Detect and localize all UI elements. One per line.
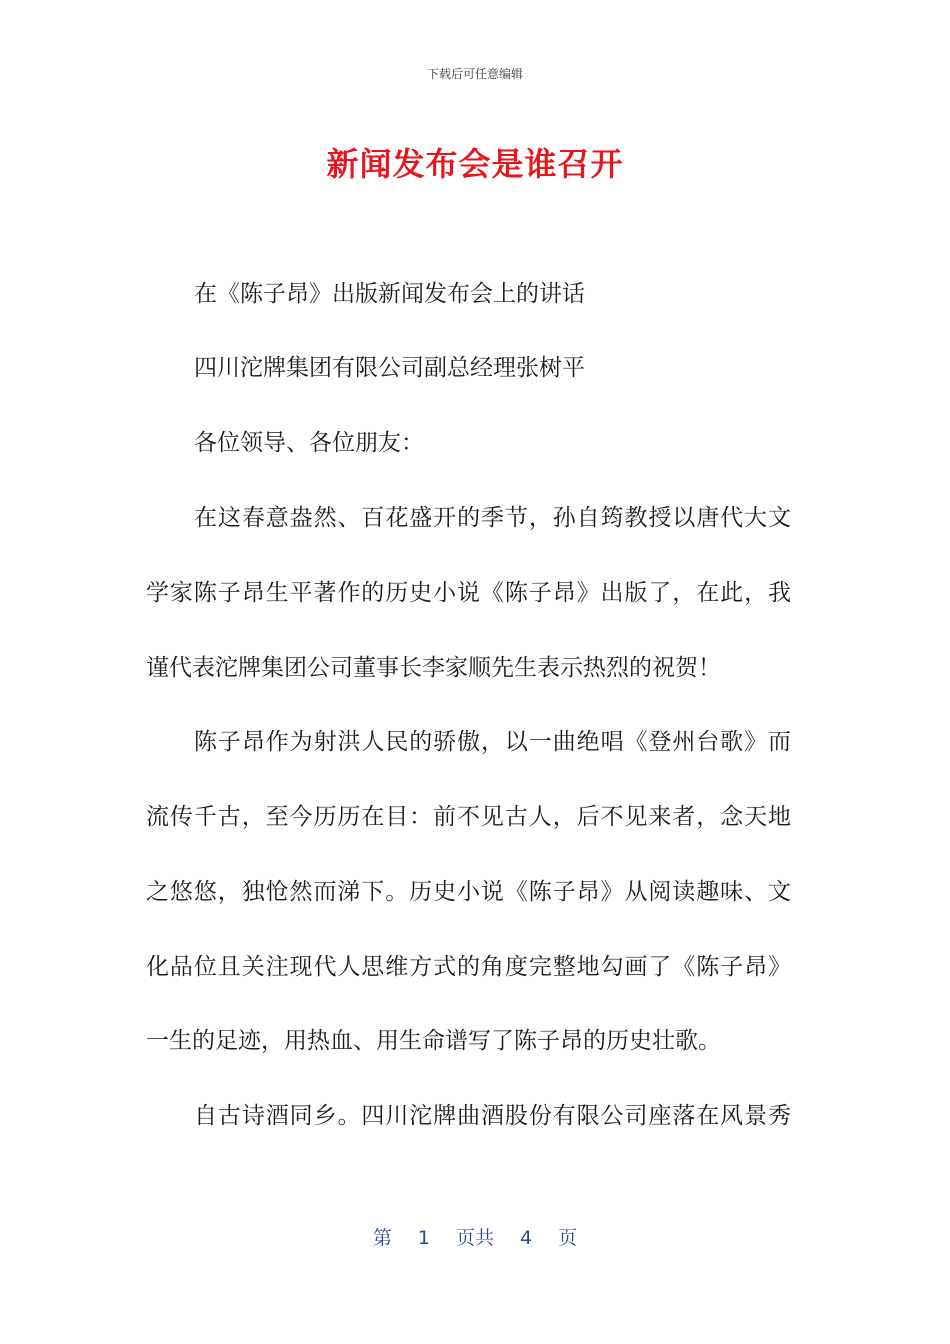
body-line: 学家陈子昂生平著作的历史小说《陈子昂》出版了，在此，我 — [146, 580, 791, 606]
document-title: 新闻发布会是谁召开 — [326, 145, 624, 183]
body-line: 流传千古，至今历历在目：前不见古人，后不见来者，念天地 — [146, 804, 791, 830]
body-line-speaker: 四川沱牌集团有限公司副总经理张树平 — [194, 355, 585, 381]
page-label-mid: 页共 — [455, 1227, 494, 1249]
body-line: 陈子昂作为射洪人民的骄傲，以一曲绝唱《登州台歌》而 — [194, 729, 791, 755]
body-line: 谨代表沱牌集团公司董事长李家顺先生表示热烈的祝贺！ — [146, 655, 721, 681]
body-line-greeting: 各位领导、各位朋友： — [194, 430, 424, 456]
body-line: 在这春意盎然、百花盛开的季节，孙自筠教授以唐代大文 — [194, 505, 791, 531]
page-label-prefix: 第 — [372, 1227, 392, 1249]
body-line-speech-title: 在《陈子昂》出版新闻发布会上的讲话 — [194, 281, 585, 307]
header-note: 下载后可任意编辑 — [426, 67, 523, 81]
page-footer — [0, 1222, 950, 1254]
body-line: 化品位且关注现代人思维方式的角度完整地勾画了《陈子昂》 — [146, 954, 791, 980]
body-line: 之悠悠，独怆然而涕下。历史小说《陈子昂》从阅读趣味、文 — [146, 879, 791, 905]
page-total-number: 4 — [520, 1227, 533, 1249]
page-current-number: 1 — [417, 1227, 430, 1249]
body-line: 自古诗酒同乡。四川沱牌曲酒股份有限公司座落在风景秀 — [194, 1103, 791, 1129]
body-line: 一生的足迹，用热血、用生命谱写了陈子昂的历史壮歌。 — [146, 1028, 721, 1054]
page-label-suffix: 页 — [558, 1227, 578, 1249]
